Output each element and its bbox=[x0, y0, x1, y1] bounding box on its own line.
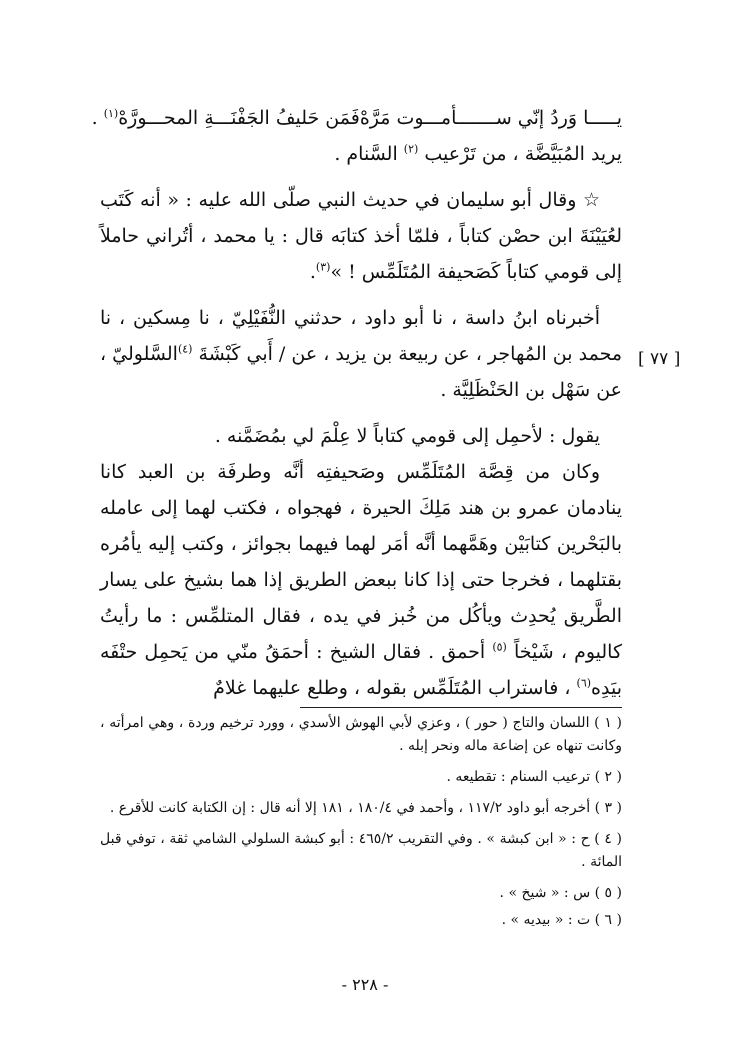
footnote: ( ٣ ) أخرجه أبو داود ١١٧/٢ ، وأحمد في ١٨٠/٤ ، ١٨١ إلا أنه قال : إن الكتابة كانت للأقرع . bbox=[109, 800, 622, 816]
footnote-mark-4: (٤) bbox=[177, 342, 193, 356]
original-page-marker: [ ٧٧ ] bbox=[638, 349, 681, 369]
verse-hemistich-left: فَمَن حَليفُ الجَفْنَـــةِ المحـــورَّهْ(١) . bbox=[91, 106, 360, 129]
paragraph-gloss: يريد المُبَيَّضَّة ، من تَرْعيب $^{(٢)}$ السَّنام . bbox=[334, 142, 622, 165]
footnote-separator bbox=[300, 707, 622, 708]
paragraph-meaning: يقول : لأحمِل إلى قومي كتاباً لا عِلْمَ لي بمُضَمَّنه . bbox=[214, 425, 600, 447]
page-number: - ٢٢٨ - bbox=[341, 975, 389, 994]
footnote-mark-5: (٥) bbox=[492, 640, 507, 654]
footnote-mark-6: (٦) bbox=[576, 676, 592, 690]
paragraph-story: وكان من قِصَّة المُتَلَمِّس وصَحيفتِه أنَّه وطرفَة بن العبد كانا ينادمان عمرو بن هند مَلِكَ الحيرة ، فهجواه ، فكتب لهما إلى عامله بالبَحْرين كتابَيْن وهَمَّهما أنَّه أمَر لهما فيهما بجوائز ، وكتب إليه يأمُره بقتلهما ، فخرجا حتى إذا كانا ببعض الطريق إذا هما بشيخ على يسار الطَّريق يُحدِث ويأكُل من خُبز في يده ، فقال المتلمِّس : ما رأيتُ كاليوم ، شَيْخاً $^{(٥)}$ أحمق . فقال الشيخ : أحمَقُ منّي من يَحمِل حتْفَه بيَدِه$^{(٦)}$ ، فاستراب المُتَلَمِّس بقوله ، وطلع عليهما غلامٌ bbox=[100, 461, 623, 699]
footnote-mark-3: (٣) bbox=[315, 260, 331, 274]
footnote: ( ١ ) اللسان والتاج ( حور ) ، وعزي لأبي الهوش الأسدي ، وورد ترخيم وردة ، وهي امرأته ، وكانت تنهاه عن إضاعة ماله ونحر إبله . bbox=[100, 715, 622, 754]
verse-line bbox=[91, 100, 622, 136]
footnote: ( ٦ ) ت : « بيديه » . bbox=[501, 912, 622, 928]
verse-hemistich-right: يـــــا وَردُ إنّي ســـــــأمـــوت مَرَّهْ bbox=[359, 107, 622, 129]
footnotes bbox=[100, 712, 622, 936]
paragraph-isnad: أخبرناه ابنُ داسة ، نا أبو داود ، حدثني النُّفَيْلِيّ ، نا مِسكين ، نا محمد بن المُهاجر ، عن ربيعة بن يزيد ، عن / أَبي كَبْشَةَ $^{(٤)}$السَّلوليّ ، عن سَهْل بن الحَنْظَلِيَّة . bbox=[100, 307, 623, 401]
footnote: ( ٤ ) ح : « ابن كبشة » . وفي التقريب ٤٦٥/٢ : أبو كبشة السلولي الشامي ثقة ، توفي قبل المائة . bbox=[100, 831, 623, 870]
footnote: ( ٥ ) س : « شيخ » . bbox=[499, 885, 622, 901]
paragraph-hadith: ☆ وقال أبو سليمان في حديث النبي صلّى الله عليه : « أنه كَتَب لعُيَيْنَةَ ابن حصْن كتاباً ، فلمّا أخذ كتابَه قال : يا محمد ، أتُراني حاملاً إلى قومي كتاباً كَصَحيفة المُتَلَمِّس ! »$^{(٣)}$. bbox=[100, 189, 622, 283]
footnote-mark-2: (٢) bbox=[403, 142, 419, 156]
footnote: ( ٢ ) ترعيب السنام : تقطيعه . bbox=[446, 769, 622, 785]
main-text bbox=[91, 100, 623, 706]
